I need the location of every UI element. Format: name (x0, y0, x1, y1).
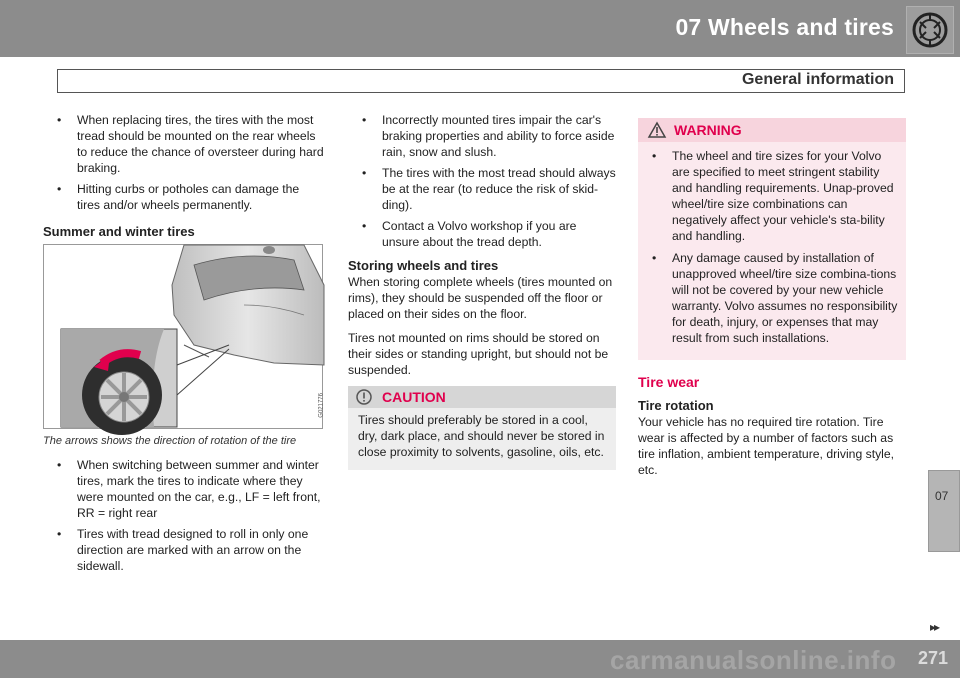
caution-icon (356, 389, 372, 405)
bullet-icon: • (362, 113, 367, 127)
list-item-text: Any damage caused by installation of unapproved wheel/tire size combina-tions will not be covered by your new vehicle warranty. Volvo assumes no responsibility for death, injury, or expenses that may result from such installations. (672, 251, 898, 345)
list-item (348, 112, 616, 160)
tire-icon (912, 12, 948, 48)
list-item (638, 148, 902, 244)
caution-text: Tires should preferably be stored in a cool, dry, dark place, and should never be stored in close proximity to solvents, gasoline, oils, etc. (358, 413, 605, 459)
list-item (348, 218, 616, 250)
bullet-list (348, 112, 616, 250)
list-item-text: The tires with the most tread should always be at the rear (to reduce the risk of skid-ding). (382, 166, 616, 212)
bullet-icon: • (652, 149, 657, 163)
bullet-icon: • (362, 166, 367, 180)
list-item-text: When switching between summer and winter tires, mark the tires to indicate where they were mounted on the car, e.g., LF = left front, RR = right rear (77, 458, 321, 520)
warning-box (638, 118, 906, 360)
list-item-text: The wheel and tire sizes for your Volvo are specified to meet stringent stability and handling requirements. Unap-proved wheel/tire size combinations can negatively affect your vehicle's sta-bility and handling. (672, 149, 894, 243)
section-bar (57, 69, 905, 93)
column-right (638, 114, 906, 486)
bullet-icon: • (57, 527, 62, 541)
subheading-storing: Storing wheels and tires (348, 258, 499, 273)
list-item (638, 250, 902, 346)
list-item (43, 112, 325, 176)
bullet-list (43, 457, 325, 574)
bullet-icon: • (362, 219, 367, 233)
bullet-icon: • (57, 182, 62, 196)
figure-caption: The arrows shows the direction of rotation of the tire (43, 435, 297, 447)
chapter-icon-box (906, 6, 954, 54)
figure-id: G021776 (319, 393, 325, 418)
chapter-title: 07 Wheels and tires (675, 14, 894, 40)
chapter-side-tab[interactable] (928, 470, 960, 552)
column-middle (348, 112, 616, 470)
next-page-arrows-icon[interactable]: ▸▸ (929, 620, 938, 634)
caution-header (348, 386, 616, 408)
subheading-summer-winter: Summer and winter tires (43, 224, 195, 239)
paragraph: Tires not mounted on rims should be stored on their sides or standing upright, but should not be suspended. (348, 331, 609, 377)
page-number: 271 (917, 648, 948, 668)
caution-box (348, 386, 616, 470)
page-footer (0, 640, 960, 678)
list-item (43, 457, 325, 521)
car-tire-illustration (44, 245, 322, 428)
warning-triangle-icon (648, 122, 666, 138)
section-title: General information (741, 71, 894, 88)
watermark: carmanualsonline.info (610, 645, 897, 675)
chapter-header (0, 0, 960, 57)
chapter-side-tab-label: 07 (935, 489, 949, 503)
tire-rotation-figure (43, 244, 323, 429)
subheading-tire-rotation: Tire rotation (638, 398, 714, 413)
list-item-text: When replacing tires, the tires with the most tread should be mounted on the rear wheels to reduce the chance of oversteer during hard braking. (77, 113, 324, 175)
paragraph: When storing complete wheels (tires mounted on rims), they should be suspended off the floor or placed on their sides on the floor. (348, 275, 613, 321)
heading-tire-wear: Tire wear (638, 374, 700, 390)
bullet-list (638, 148, 902, 346)
bullet-icon: • (57, 113, 62, 127)
caution-title: CAUTION (382, 389, 446, 405)
list-item-text: Hitting curbs or potholes can damage the tires and/or wheels permanently. (77, 182, 300, 212)
warning-title: WARNING (674, 122, 742, 138)
paragraph: Your vehicle has no required tire rotation. Tire wear is affected by a number of factors such as tire inflation, ambient temperature, driving style, etc. (638, 415, 895, 477)
bullet-icon: • (652, 251, 657, 265)
list-item (348, 165, 616, 213)
bullet-list (43, 112, 325, 213)
warning-body (638, 142, 906, 346)
warning-header (638, 118, 906, 142)
list-item-text: Tires with tread designed to roll in only one direction are marked with an arrow on the sidewall. (77, 527, 309, 573)
column-left (43, 112, 325, 579)
list-item (43, 526, 325, 574)
bullet-icon: • (57, 458, 62, 472)
list-item-text: Contact a Volvo workshop if you are unsure about the tread depth. (382, 219, 577, 249)
list-item-text: Incorrectly mounted tires impair the car's braking properties and ability to force aside rain, snow and slush. (382, 113, 615, 159)
list-item (43, 181, 325, 213)
